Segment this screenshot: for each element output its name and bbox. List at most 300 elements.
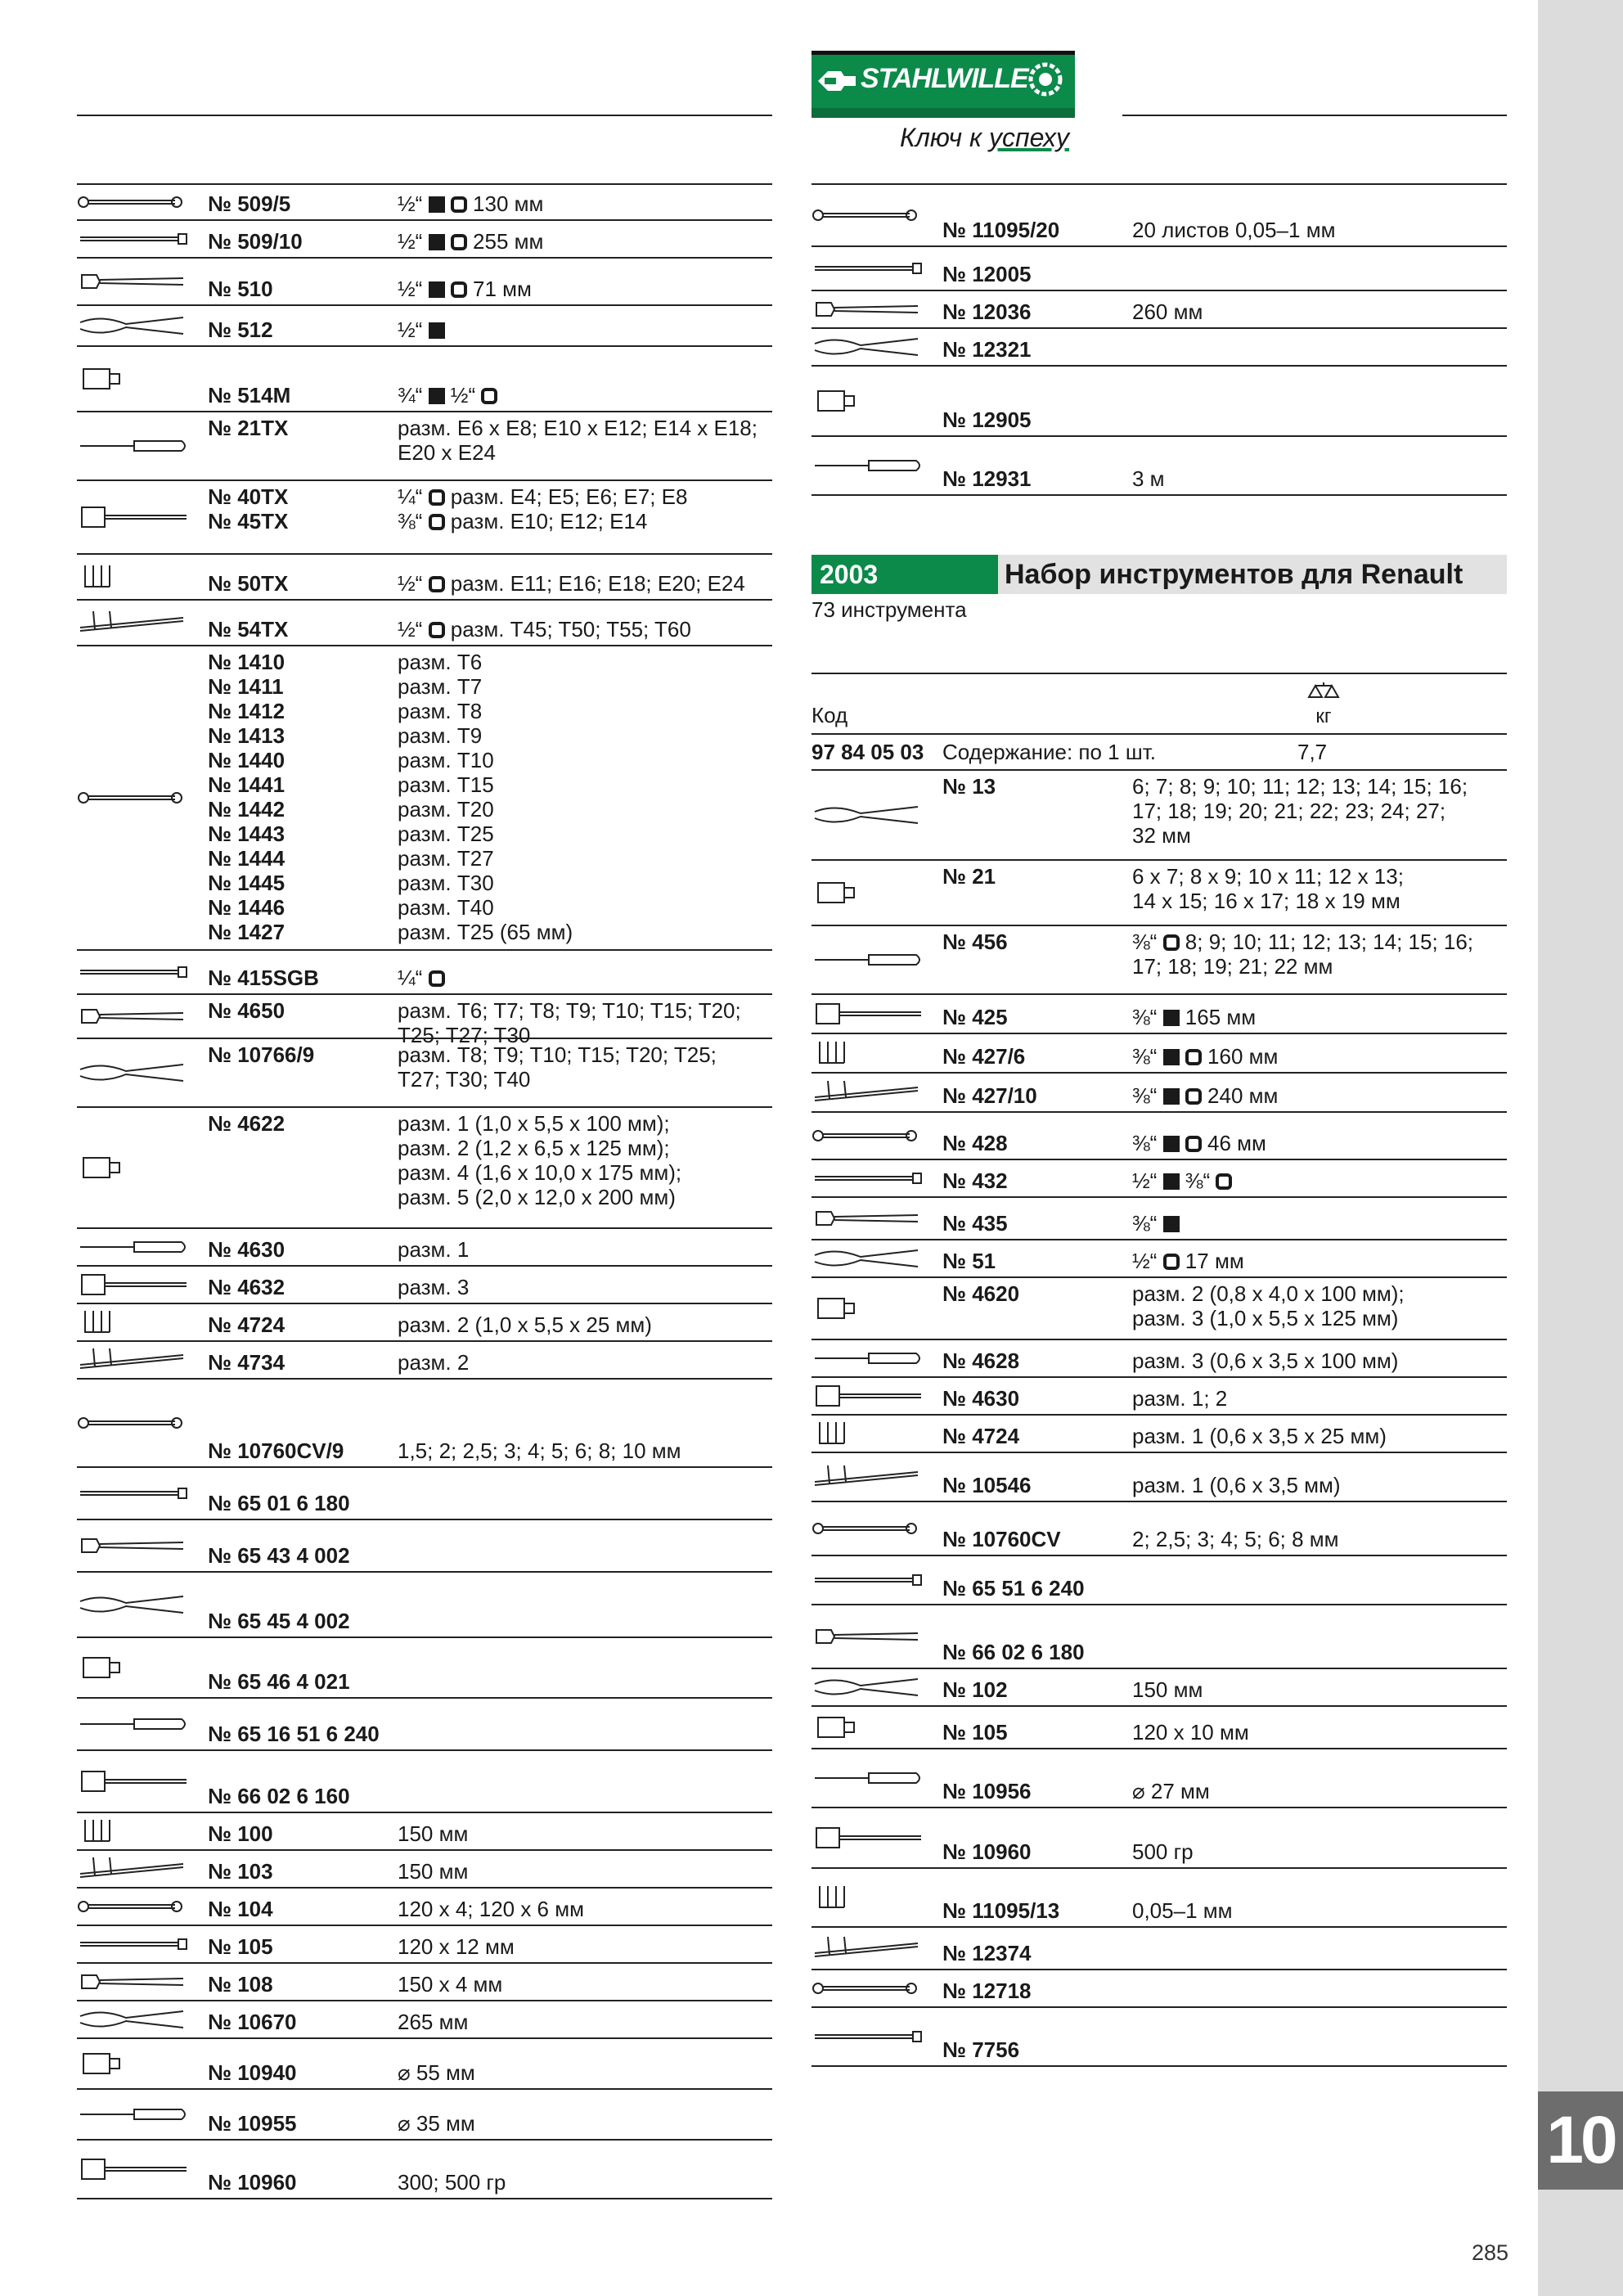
table-row (77, 1378, 772, 1466)
table-row (812, 1604, 1507, 1668)
item-description: 150 мм (1132, 1677, 1203, 1702)
item-code: № 11095/20 (942, 218, 1060, 242)
tool-pliers-icon (77, 311, 191, 340)
table-row (812, 769, 1507, 859)
tool-blade-icon (77, 1854, 191, 1884)
item-description: разм. 1; 2 (1132, 1386, 1228, 1411)
tool-screwdriver-icon (812, 945, 926, 975)
item-code: № 509/10 (208, 229, 303, 254)
item-code: № 13 (942, 774, 996, 799)
square-drive-icon (1163, 1010, 1180, 1026)
table-row (77, 1519, 772, 1571)
item-code: № 108 (208, 1972, 273, 1997)
item-code: № 10766/9 (208, 1042, 315, 1067)
table-row (812, 1159, 1507, 1196)
socket-drive-icon (481, 388, 497, 404)
tool-wrench-icon (77, 1892, 191, 1921)
tool-image (77, 350, 208, 407)
tool-hexkey-icon (812, 1883, 926, 1912)
tool-image (77, 309, 208, 342)
item-code: № 427/6 (942, 1044, 1026, 1069)
tool-screwdriver-icon (77, 1232, 191, 1262)
item-description: ½“ 130 мм (398, 191, 544, 216)
item-description: ⅜“ 160 мм (1132, 1044, 1279, 1069)
tool-image (77, 1471, 208, 1515)
item-code: № 21 (942, 864, 996, 889)
chapter-sidebar (1538, 0, 1623, 2296)
tool-hammer-icon (77, 1270, 191, 1299)
tool-image (812, 440, 942, 491)
square-drive-icon (1163, 1216, 1180, 1232)
item-code: № 100 (208, 1821, 273, 1846)
socket-drive-icon (429, 514, 445, 530)
product-code: 97 84 05 03 (812, 740, 924, 764)
table-row (77, 345, 772, 411)
tool-blade-icon (812, 1934, 926, 1963)
tool-wrench-icon (77, 187, 191, 217)
tool-bar-icon (77, 1929, 191, 1959)
item-code: № 65 45 4 002 (208, 1609, 350, 1633)
tool-image (812, 1872, 942, 1923)
item-description: ½“ (398, 317, 445, 342)
item-description: разм. T6 разм. T7 разм. T8 разм. T9 разм. T10 разм. T15 разм. T20 разм. T25 разм. T27 разм. T30 разм. T40 разм. T25 (65 мм) (398, 650, 573, 944)
item-code: № 10760CV/9 (208, 1438, 344, 1463)
header-rule-left (77, 115, 772, 116)
table-row (812, 435, 1507, 494)
tool-image (812, 1974, 942, 2003)
item-code: № 432 (942, 1168, 1008, 1193)
table-row (77, 1106, 772, 1227)
table-row (77, 645, 772, 949)
table-row (77, 1571, 772, 1636)
item-code: № 12905 (942, 407, 1032, 432)
tool-screwdriver-icon (77, 431, 191, 461)
tool-image (77, 188, 208, 216)
tool-image (812, 1116, 942, 1155)
right-item-list (812, 769, 1507, 2067)
item-description: 150 мм (398, 1821, 469, 1846)
table-row (812, 1452, 1507, 1501)
item-code: № 12718 (942, 1979, 1032, 2003)
item-code: № 509/5 (208, 191, 291, 216)
item-code: № 12036 (942, 299, 1032, 324)
tool-image (812, 1753, 942, 1803)
tool-ratchet-icon (812, 1204, 926, 1233)
tool-image (812, 1506, 942, 1551)
product-contents: Содержание: по 1 шт. (942, 740, 1156, 764)
socket-drive-icon (451, 234, 467, 250)
item-code: № 10956 (942, 1779, 1032, 1803)
tool-image (77, 2144, 208, 2195)
tool-image (812, 188, 942, 242)
item-code: № 10760CV (942, 1527, 1061, 1551)
item-description: ⅜“ 46 мм (1132, 1131, 1266, 1155)
table-row (812, 1705, 1507, 1748)
item-description: ½“ ⅜“ (1132, 1168, 1232, 1193)
item-description: ¾“ ½“ (398, 383, 497, 407)
item-code: № 103 (208, 1859, 273, 1884)
tool-pliers-icon (812, 800, 926, 830)
table-row (77, 1466, 772, 1519)
item-code: № 4734 (208, 1350, 285, 1375)
square-drive-icon (429, 196, 445, 213)
item-description: ⅜“ 8; 9; 10; 11; 12; 13; 14; 15; 16; 17; 18; 19; 21; 22 мм (1132, 930, 1474, 979)
table-row (77, 1038, 772, 1106)
item-code: № 12321 (942, 337, 1032, 362)
item-description: ½“ 255 мм (398, 229, 544, 254)
item-code: № 510 (208, 277, 273, 301)
table-row (812, 1969, 1507, 2006)
item-code: № 514M (208, 383, 291, 407)
tool-image (812, 998, 942, 1029)
item-description: разм. 3 (0,6 x 3,5 x 100 мм) (1132, 1348, 1399, 1373)
tool-hammer-icon (812, 999, 926, 1029)
logo-text: STAHLWILLE (861, 63, 1028, 94)
item-code: № 104 (208, 1897, 273, 1921)
tool-image (77, 1383, 208, 1463)
item-code: № 10960 (208, 2170, 297, 2195)
tool-hexkey-icon (812, 1419, 926, 1448)
item-code: № 51 (942, 1249, 996, 1273)
gear-logo-icon (1027, 61, 1063, 97)
item-code: № 50TX (208, 571, 289, 596)
tool-image (77, 416, 208, 476)
table-row (77, 257, 772, 304)
tool-ratchet-icon (77, 1531, 191, 1560)
table-row (812, 365, 1507, 435)
tool-blade-icon (77, 1345, 191, 1375)
item-code: № 4622 (208, 1111, 285, 1136)
item-code: № 10546 (942, 1473, 1032, 1497)
tool-wrench-icon (77, 1408, 191, 1438)
set-count: 73 инструмента (812, 597, 967, 622)
tool-image (812, 1456, 942, 1497)
tool-image (812, 1281, 942, 1335)
item-description: 120 x 4; 120 x 6 мм (398, 1897, 584, 1921)
item-code: № 4620 (942, 1281, 1020, 1306)
tool-ratchet-icon (812, 1622, 926, 1651)
tool-socket-icon (812, 386, 926, 416)
header-rule-right (1122, 115, 1507, 116)
item-code: № 4650 (208, 998, 285, 1023)
set-number: 2003 (812, 555, 998, 594)
list-end-rule (812, 494, 1507, 496)
table-row (77, 1749, 772, 1812)
table-row (812, 1414, 1507, 1452)
tool-image (812, 1201, 942, 1236)
item-code: № 66 02 6 160 (208, 1784, 350, 1808)
tool-image (812, 1164, 942, 1193)
tool-image (77, 1702, 208, 1746)
tool-screwdriver-icon (77, 2100, 191, 2129)
item-description: 120 x 12 мм (398, 1934, 515, 1959)
tool-pliers-icon (77, 1590, 191, 1619)
tool-image (812, 774, 942, 856)
tagline-prefix: Ключ к (900, 123, 989, 152)
brand-tagline (900, 123, 1069, 153)
right-top-item-list (812, 183, 1507, 496)
tool-socket-icon (77, 1153, 191, 1182)
tool-image (77, 1270, 208, 1299)
tool-blade-icon (812, 1462, 926, 1492)
tool-pliers-icon (812, 332, 926, 362)
tool-blade-icon (812, 1078, 926, 1107)
tool-image (812, 2011, 942, 2062)
tool-ratchet-icon (77, 267, 191, 296)
item-description: 3 м (1132, 466, 1165, 491)
item-code: № 427/10 (942, 1083, 1037, 1108)
stahlwille-logo (812, 51, 1075, 118)
table-row (812, 1239, 1507, 1276)
square-drive-icon (1163, 1088, 1180, 1105)
table-row (812, 1867, 1507, 1926)
item-description: разм. T8; T9; T10; T15; T20; T25; T27; T30; T40 (398, 1042, 717, 1092)
tool-image (77, 2042, 208, 2085)
item-description: ⌀ 27 мм (1132, 1779, 1210, 1803)
item-description: 300; 500 гр (398, 2170, 506, 2195)
table-row (812, 290, 1507, 327)
tool-blade-icon (77, 608, 191, 637)
tool-image (77, 1111, 208, 1224)
tool-image (77, 1232, 208, 1262)
tool-image (812, 1244, 942, 1273)
tool-hexkey-icon (77, 1817, 191, 1846)
table-row (77, 1812, 772, 1849)
tool-hammer-icon (812, 1823, 926, 1853)
tool-image (77, 998, 208, 1034)
item-code: № 105 (208, 1934, 273, 1959)
item-description: 0,05–1 мм (1132, 1898, 1233, 1923)
item-description: ½“ разм. T45; T50; T55; T60 (398, 617, 691, 642)
tool-image (812, 1038, 942, 1069)
table-row (812, 1748, 1507, 1807)
item-description: ⌀ 35 мм (398, 2111, 475, 2136)
tool-socket-icon (77, 1653, 191, 1682)
item-code: № 456 (942, 930, 1008, 954)
item-description: разм. 2 (398, 1350, 470, 1375)
tool-image (77, 262, 208, 301)
item-description: разм. T6; T7; T8; T9; T10; T15; T20; T25; T27; T30 (398, 998, 741, 1047)
tool-ratchet-icon (812, 295, 926, 324)
tagline-word: успеху (988, 123, 1069, 152)
item-code: № 435 (942, 1211, 1008, 1236)
set-table-header (812, 673, 1507, 733)
tool-wrench-icon (812, 1974, 926, 2003)
tool-image (77, 2093, 208, 2136)
tool-image (812, 930, 942, 990)
square-drive-icon (1163, 1173, 1180, 1190)
table-row (812, 1033, 1507, 1072)
table-row (77, 2139, 772, 2198)
socket-drive-icon (429, 622, 445, 638)
tool-image (812, 1381, 942, 1411)
tool-image (77, 1854, 208, 1884)
tool-pliers-icon (812, 1244, 926, 1273)
tool-hammer-icon (812, 1381, 926, 1411)
item-code: № 4630 (208, 1237, 285, 1262)
item-code: № 12005 (942, 262, 1032, 286)
left-item-list (77, 183, 772, 2199)
table-row (812, 1668, 1507, 1705)
tool-wrench-icon (77, 783, 191, 813)
tool-bar-icon (77, 224, 191, 254)
product-weight: 7,7 (1297, 740, 1328, 764)
item-description: разм. 3 (398, 1275, 470, 1299)
table-row (812, 1111, 1507, 1159)
table-row (812, 1555, 1507, 1604)
tool-image (77, 224, 208, 254)
item-description: разм. E6 x E8; E10 x E12; E14 x E18; E20 x E24 (398, 416, 758, 465)
tool-image (812, 864, 942, 921)
tool-image (77, 2005, 208, 2034)
item-code: № 10960 (942, 1839, 1032, 1864)
item-description: ⅜“ 240 мм (1132, 1083, 1279, 1108)
item-code: № 428 (942, 1131, 1008, 1155)
socket-drive-icon (1185, 1136, 1202, 1152)
item-description: ½“ 17 мм (1132, 1249, 1244, 1273)
tool-image (77, 1524, 208, 1568)
tool-image (77, 1929, 208, 1959)
tool-image (77, 484, 208, 550)
table-row (77, 2000, 772, 2037)
item-description: ½“ разм. E11; E16; E18; E20; E24 (398, 571, 745, 596)
item-description: разм. 1 (0,6 x 3,5 x 25 мм) (1132, 1424, 1387, 1448)
tool-image (77, 650, 208, 946)
item-description: ½“ 71 мм (398, 277, 532, 301)
table-row (812, 1926, 1507, 1969)
tool-socket-icon (812, 1713, 926, 1742)
table-row (77, 1265, 772, 1303)
tool-image (812, 250, 942, 286)
item-description: разм. 1 (1,0 x 5,5 x 100 мм); разм. 2 (1,2 x 6,5 x 125 мм); разм. 4 (1,6 x 10,0 x 175 мм); разм. 5 (2,0 x 12,0 x 200 мм) (398, 1111, 682, 1209)
table-row (77, 1636, 772, 1697)
tool-bar-icon (812, 254, 926, 283)
item-code: № 102 (942, 1677, 1008, 1702)
table-row (77, 479, 772, 553)
table-row (812, 1072, 1507, 1111)
table-row (812, 925, 1507, 993)
header-code: Код (812, 703, 848, 727)
table-row (77, 304, 772, 345)
item-code: № 65 46 4 021 (208, 1669, 350, 1694)
square-drive-icon (1163, 1136, 1180, 1152)
tool-image (77, 1754, 208, 1808)
table-row (812, 327, 1507, 365)
tool-image (77, 1576, 208, 1633)
tool-image (77, 954, 208, 990)
item-code: № 65 51 6 240 (942, 1576, 1085, 1600)
square-drive-icon (1163, 1049, 1180, 1065)
item-description: 20 листов 0,05–1 мм (1132, 218, 1336, 242)
item-code: № 12374 (942, 1941, 1032, 1965)
item-description: разм. 1 (0,6 x 3,5 мм) (1132, 1473, 1341, 1497)
socket-drive-icon (1216, 1173, 1232, 1190)
socket-drive-icon (1163, 934, 1180, 951)
item-code: № 7756 (942, 2037, 1020, 2062)
tool-image (812, 1077, 942, 1108)
socket-drive-icon (429, 489, 445, 506)
tool-hammer-icon (77, 1767, 191, 1796)
tool-pliers-icon (77, 1058, 191, 1087)
tool-image (77, 1967, 208, 1997)
item-code: № 54TX (208, 617, 289, 642)
tool-pliers-icon (77, 2005, 191, 2034)
tool-hexkey-icon (77, 562, 191, 592)
socket-drive-icon (451, 196, 467, 213)
table-row (812, 1196, 1507, 1239)
tool-image (812, 370, 942, 432)
tool-image (77, 1042, 208, 1103)
item-description: разм. 1 (398, 1237, 470, 1262)
item-code: № 65 43 4 002 (208, 1543, 350, 1568)
table-row (812, 1807, 1507, 1867)
socket-drive-icon (429, 576, 445, 592)
tool-socket-icon (77, 364, 191, 394)
square-drive-icon (429, 234, 445, 250)
item-description: 500 гр (1132, 1839, 1194, 1864)
item-description: 120 x 10 мм (1132, 1720, 1249, 1745)
table-row (77, 183, 772, 219)
table-row (77, 2088, 772, 2139)
item-description: ¼“ (398, 966, 445, 990)
item-description: 260 мм (1132, 299, 1203, 324)
table-row (812, 183, 1507, 245)
page-number: 285 (1471, 2240, 1508, 2265)
item-code: № 4628 (942, 1348, 1020, 1373)
item-code: № 4630 (942, 1386, 1020, 1411)
table-row (77, 1962, 772, 2000)
table-row (812, 1339, 1507, 1376)
item-description: ⅜“ 165 мм (1132, 1005, 1257, 1029)
table-row (812, 1501, 1507, 1555)
tool-hexkey-icon (812, 1038, 926, 1068)
item-description: 6; 7; 8; 9; 10; 11; 12; 13; 14; 15; 16; 17; 18; 19; 20; 21; 22; 23; 24; 27; 32 мм (1132, 774, 1468, 848)
tool-bar-icon (77, 1479, 191, 1508)
socket-drive-icon (429, 970, 445, 987)
table-row (812, 993, 1507, 1033)
item-description: разм. 2 (0,8 x 4,0 x 100 мм); разм. 3 (1,0 x 5,5 x 125 мм) (1132, 1281, 1405, 1330)
table-row (77, 411, 772, 479)
table-row (77, 599, 772, 645)
item-description: 265 мм (398, 2010, 469, 2034)
table-row (77, 1303, 772, 1340)
table-row (77, 2037, 772, 2088)
tool-bar-icon (812, 1164, 926, 1193)
item-code: № 4632 (208, 1275, 285, 1299)
tool-image (812, 1710, 942, 1745)
item-description: ¼“ разм. E4; E5; E6; E7; E8 ⅜“ разм. E10; E12; E14 (398, 484, 688, 533)
item-description: 150 мм (398, 1859, 469, 1884)
square-drive-icon (429, 322, 445, 339)
item-code: № 66 02 6 180 (942, 1640, 1085, 1664)
tool-screwdriver-icon (812, 1344, 926, 1373)
tool-image (77, 1308, 208, 1337)
item-code: № 40TX № 45TX (208, 484, 289, 533)
tool-image (812, 1419, 942, 1448)
tool-image (812, 1560, 942, 1600)
tool-socket-icon (812, 1294, 926, 1323)
item-description: 1,5; 2; 2,5; 3; 4; 5; 6; 8; 10 мм (398, 1438, 681, 1463)
square-drive-icon (429, 281, 445, 298)
table-row (812, 1376, 1507, 1414)
table-row (812, 859, 1507, 925)
tool-image (77, 1345, 208, 1375)
chapter-tab: 10 (1538, 2091, 1623, 2190)
item-code: № 415SGB (208, 966, 319, 990)
tool-image (77, 1641, 208, 1694)
tool-image (812, 1812, 942, 1864)
table-row (77, 219, 772, 257)
